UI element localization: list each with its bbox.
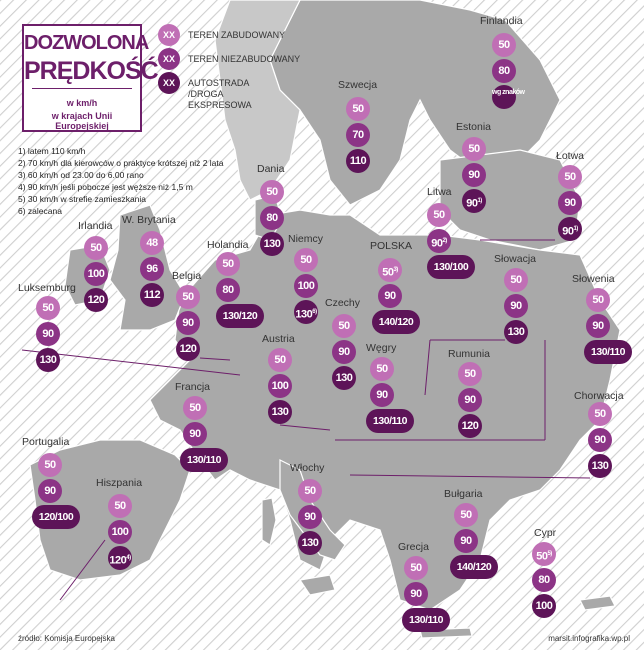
speed-badge-built-up: 50	[586, 288, 610, 312]
speed-badge-built-up: 50	[294, 248, 318, 272]
country-label-rumunia: Rumunia	[448, 348, 491, 360]
country-label-wlochy: Włochy	[290, 462, 325, 474]
speed-badge-built-up: 50	[588, 402, 612, 426]
speed-badge-non-built-up: 90	[370, 383, 394, 407]
country-label-bulgaria: Bułgaria	[444, 488, 483, 500]
country-label-estonia: Estonia	[456, 121, 492, 133]
speed-badge-built-up: 50	[176, 285, 200, 309]
speed-badge-built-up: 50	[260, 180, 284, 204]
speed-badge-non-built-up: 80	[260, 206, 284, 230]
country-label-polska: POLSKA	[370, 240, 413, 252]
speed-badge-non-built-up: 90	[558, 191, 582, 215]
speed-badge-non-built-up: 96	[140, 257, 164, 281]
speed-badge-non-built-up: 90	[504, 294, 528, 318]
speed-badge-motorway: wg znaków	[492, 85, 516, 109]
speed-badge-built-up: 50	[84, 236, 108, 260]
speed-badge-motorway: 130/110	[366, 409, 414, 433]
speed-badge-motorway: 140/120	[372, 310, 420, 334]
speed-badge-built-up: 50	[404, 556, 428, 580]
country-label-chorwacja: Chorwacja	[574, 390, 624, 402]
speed-badge-motorway: 130/120	[216, 304, 264, 328]
speed-badge-motorway: 130	[588, 454, 612, 478]
speed-badge-motorway: 130	[36, 348, 60, 372]
country-label-niemcy: Niemcy	[288, 233, 324, 245]
speed-badge-motorway: 130	[332, 366, 356, 390]
speed-badge-motorway: 130$^{6)}$	[294, 300, 318, 324]
country-label-slowacja: Słowacja	[494, 253, 537, 265]
speed-badge-built-up: 50	[558, 165, 582, 189]
speed-badge-non-built-up: 90$^{2)}$	[427, 229, 451, 253]
speed-badge-motorway: 90$^{1)}$	[558, 217, 582, 241]
speed-badge-non-built-up: 100	[268, 374, 292, 398]
speed-badge-motorway: 130	[268, 400, 292, 424]
legend-label-motorway: AUTOSTRADA /DROGA EKSPRESOWA	[188, 78, 252, 110]
speed-badge-built-up: 50	[332, 314, 356, 338]
speed-badge-non-built-up: 90	[36, 322, 60, 346]
speed-badge-motorway: 130	[298, 531, 322, 555]
country-label-holandia: Holandia	[207, 239, 249, 251]
speed-badge-non-built-up: 90	[404, 582, 428, 606]
speed-badge-built-up: 50$^{5)}$	[532, 542, 556, 566]
country-label-czechy: Czechy	[325, 297, 361, 309]
speed-badge-non-built-up: 90	[378, 284, 402, 308]
speed-badge-motorway: 120$^{4)}$	[108, 546, 132, 570]
footnote: 1) latem 110 km/h	[18, 146, 86, 156]
speed-badge-built-up: 50	[38, 453, 62, 477]
speed-badge-built-up: 50	[346, 97, 370, 121]
speed-badge-non-built-up: 100	[294, 274, 318, 298]
speed-badge-non-built-up: 90	[586, 314, 610, 338]
country-label-w-brytania: W. Brytania	[122, 214, 176, 226]
country-label-dania: Dania	[257, 163, 285, 175]
speed-badge-built-up: 50	[36, 296, 60, 320]
speed-badge-non-built-up: 70	[346, 123, 370, 147]
speed-badge-non-built-up: 90	[462, 163, 486, 187]
speed-badge-built-up: 50	[454, 503, 478, 527]
footnotes	[18, 145, 288, 217]
title-divider	[32, 88, 132, 89]
country-label-francja: Francja	[175, 381, 211, 393]
speed-badge-built-up: 50$^{3)}$	[378, 258, 402, 282]
country-label-luksemburg: Luksemburg	[18, 282, 76, 294]
footnote: 5) 30 km/h w strefie zamieszkania	[18, 194, 147, 204]
speed-badge-motorway: 120	[84, 288, 108, 312]
speed-badge-built-up: 50	[370, 357, 394, 381]
footnote: 2) 70 km/h dla kierowców o praktyce krótszej niż 2 lata	[18, 158, 224, 168]
country-label-hiszpania: Hiszpania	[96, 477, 143, 489]
speed-badge-non-built-up: 80	[492, 59, 516, 83]
country-label-austria: Austria	[262, 333, 295, 345]
speed-badge-non-built-up: 100	[108, 520, 132, 544]
speed-badge-non-built-up: 90	[454, 529, 478, 553]
speed-badge-built-up: 50	[298, 479, 322, 503]
speed-badge-non-built-up: 90	[298, 505, 322, 529]
speed-badge-non-built-up: 90	[176, 311, 200, 335]
country-label-lotwa: Łotwa	[556, 150, 585, 162]
legend-label-built-up: TEREN ZABUDOWANY	[188, 30, 286, 40]
speed-badge-non-built-up: 90	[183, 422, 207, 446]
title-line-1: DOZWOLONA	[24, 32, 149, 54]
speed-badge-motorway: 130	[260, 232, 284, 256]
speed-badge-built-up: 50	[427, 203, 451, 227]
speed-badge-motorway: 130	[504, 320, 528, 344]
country-label-finlandia: Finlandia	[480, 15, 523, 27]
footnote: 3) 60 km/h od 23.00 do 6.00 rano	[18, 170, 144, 180]
speed-badge-built-up: 50	[108, 494, 132, 518]
speed-badge-motorway: 90$^{1)}$	[462, 189, 486, 213]
country-label-slowenia: Słowenia	[572, 273, 615, 285]
country-label-irlandia: Irlandia	[78, 220, 113, 232]
speed-badge-non-built-up: 100	[84, 262, 108, 286]
speed-badge-built-up: 50	[458, 362, 482, 386]
legend-badge-built-up: XX	[158, 24, 180, 46]
speed-badge-built-up: 50	[268, 348, 292, 372]
speed-badge-non-built-up: 90	[332, 340, 356, 364]
country-label-portugalia: Portugalia	[22, 436, 70, 448]
country-label-szwecja: Szwecja	[338, 79, 378, 91]
footnote: 6) zalecana	[18, 206, 62, 216]
speed-badge-built-up: 50	[216, 252, 240, 276]
legend-badge-motorway: XX	[158, 72, 180, 94]
speed-badge-non-built-up: 90	[588, 428, 612, 452]
credit-note: marsit.infografika.wp.pl	[548, 634, 630, 643]
speed-badge-motorway: 112	[140, 283, 164, 307]
speed-badge-built-up: 50	[504, 268, 528, 292]
speed-badge-non-built-up: 90	[458, 388, 482, 412]
country-label-belgia: Belgia	[172, 270, 202, 282]
speed-badge-motorway: 110	[346, 149, 370, 173]
country-label-grecja: Grecja	[398, 541, 429, 553]
speed-badge-motorway: 120/100	[32, 505, 80, 529]
title-box	[22, 24, 158, 132]
speed-badge-non-built-up: 80	[532, 568, 556, 592]
source-note: źródło: Komisja Europejska	[18, 634, 115, 643]
speed-badge-motorway: 130/100	[427, 255, 475, 279]
country-label-cypr: Cypr	[534, 527, 557, 539]
title-subtitle: w krajach Unii Europejskiej	[51, 111, 113, 131]
speed-badge-non-built-up: 80	[216, 278, 240, 302]
title-unit: w km/h	[66, 98, 98, 108]
speed-badge-motorway: 100	[532, 594, 556, 618]
speed-badge-built-up: 50	[462, 137, 486, 161]
speed-badge-non-built-up: 90	[38, 479, 62, 503]
speed-badge-motorway: 120	[176, 337, 200, 361]
speed-badge-motorway: 120	[458, 414, 482, 438]
speed-badge-built-up: 48	[140, 231, 164, 255]
country-label-litwa: Litwa	[427, 186, 452, 198]
footnote: 4) 90 km/h jeśli pobocze jest węższe niż 1,5 m	[18, 182, 193, 192]
speed-badge-motorway: 140/120	[450, 555, 498, 579]
legend-label-non-built-up: TEREN NIEZABUDOWANY	[188, 54, 301, 64]
speed-badge-motorway: 130/110	[402, 608, 450, 632]
title-line-2: PRĘDKOŚĆ	[24, 57, 158, 85]
speed-badge-built-up: 50	[492, 33, 516, 57]
legend-badge-non-built-up: XX	[158, 48, 180, 70]
speed-badge-motorway: 130/110	[584, 340, 632, 364]
speed-badge-motorway: 130/110	[180, 448, 228, 472]
speed-badge-built-up: 50	[183, 396, 207, 420]
country-label-wegry: Węgry	[366, 342, 397, 354]
